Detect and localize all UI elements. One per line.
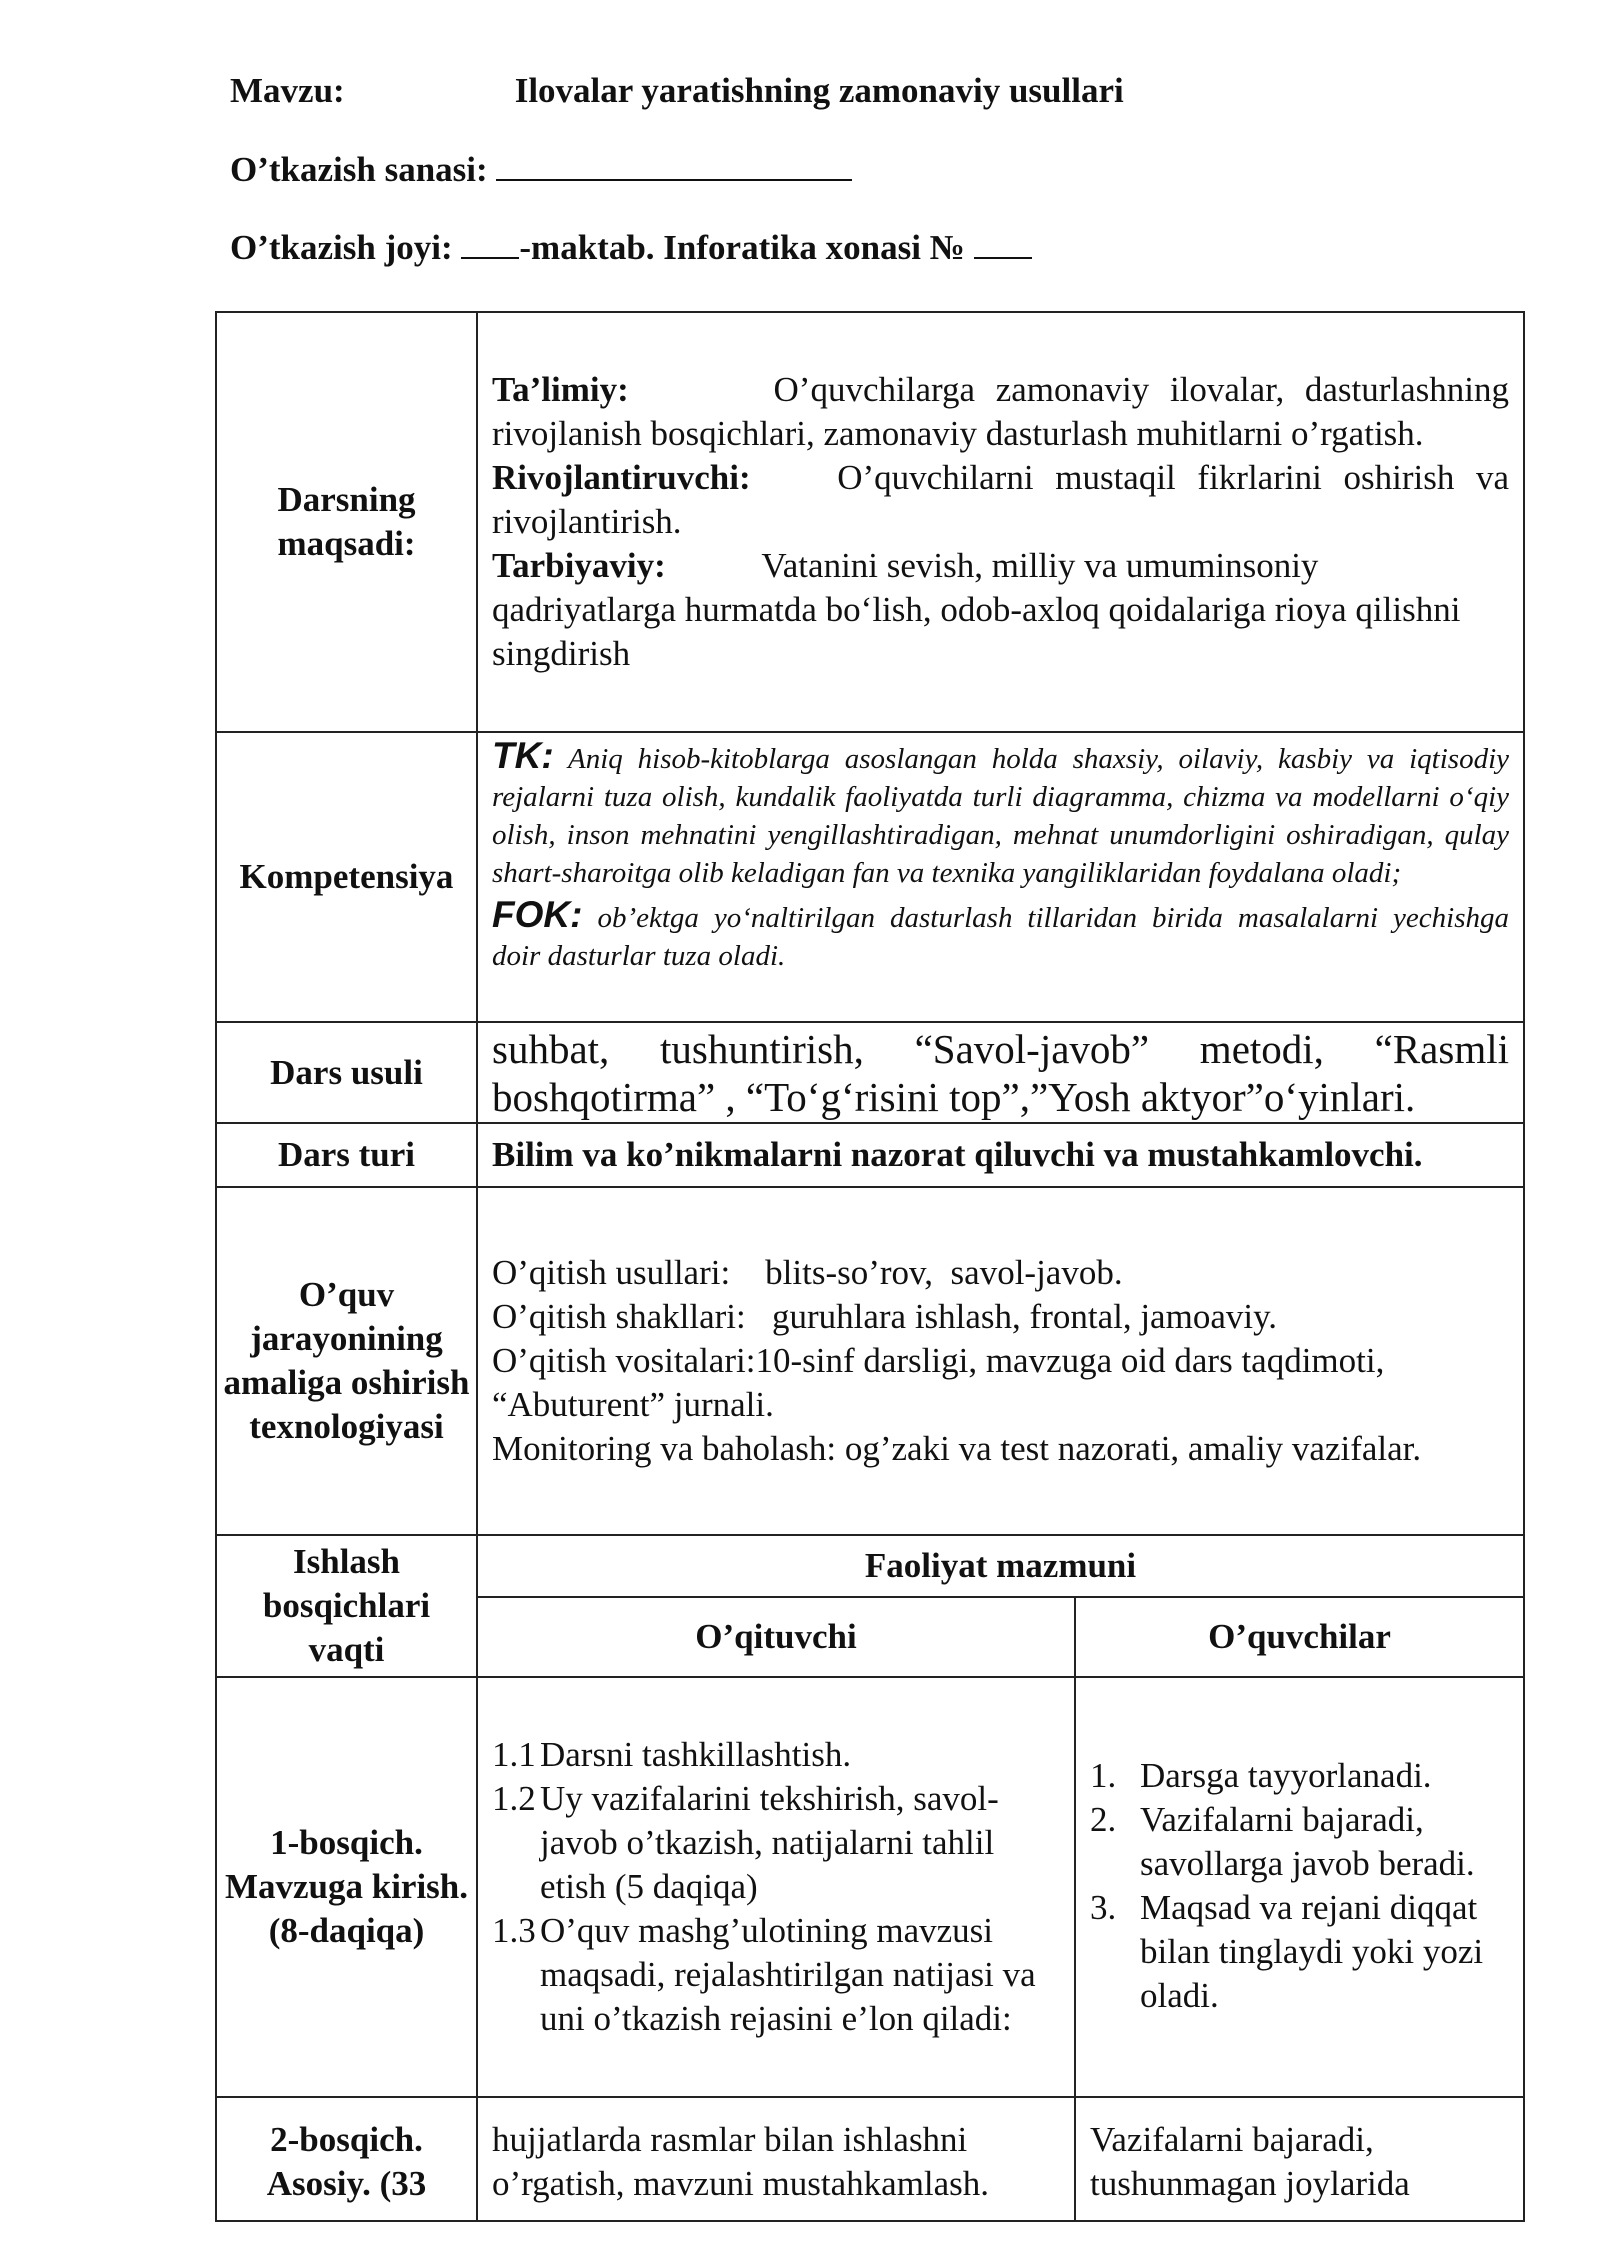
date-line	[230, 149, 852, 190]
list-item: 1.3 O’quv mashg’ulotining mavzusi maqsadi, rejalashtirilgan natijasi va uni o’tkazish rejasini e’lon qiladi:	[492, 1911, 1036, 2038]
topic-line	[230, 71, 1124, 111]
list-item: 1.2 Uy vazifalarini tekshirish, savol-javob o’tkazish, natijalarni tahlil etish (5 daqiqa)	[492, 1779, 999, 1906]
activity-header-row	[216, 1535, 1524, 1597]
goals-label: Darsning maqsadi:	[216, 312, 477, 732]
stage2-teacher: hujjatlarda rasmlar bilan ishlashni o’rgatish, mavzuni mustahkamlash.	[477, 2097, 1075, 2221]
upbringing-text: Vatanini sevish, milliy va umuminsoniy qadriyatlarga hurmatda bo‘lish, odob-axloq qoidalariga rioya qilishni singdirish	[492, 546, 1461, 673]
type-label: Dars turi	[216, 1123, 477, 1187]
educational-label: Ta’limiy:	[492, 370, 629, 409]
educational-text: O’quvchilarga zamonaviy ilovalar, dasturlashning rivojlanish bosqichlari, zamonaviy dasturlash muhitlarni o’rgatish.	[492, 370, 1510, 453]
stage1-teacher	[477, 1677, 1075, 2097]
method-row	[216, 1022, 1524, 1123]
developmental-text: O’quvchilarni mustaqil fikrlarini oshirish va rivojlantirish.	[492, 458, 1510, 541]
fok-tag: FOK:	[492, 894, 583, 935]
topic-value: Ilovalar yaratishning zamonaviy usullari	[514, 71, 1124, 110]
upbringing-label: Tarbiyaviy:	[492, 546, 666, 585]
place-line	[230, 227, 1032, 268]
stage1-label: 1-bosqich. Mavzuga kirish. (8-daqiqa)	[216, 1677, 477, 2097]
goals-cell	[477, 312, 1524, 732]
tk-tag: TK:	[492, 735, 554, 776]
place-label: O’tkazish joyi:	[230, 228, 453, 267]
date-label: O’tkazish sanasi:	[230, 150, 488, 189]
technology-label: O’quv jarayonining amaliga oshirish texnologiyasi	[216, 1187, 477, 1535]
teaching-tools: O’qitish vositalari:10-sinf darsligi, mavzuga oid dars taqdimoti, “Abuturent” jurnali.	[492, 1341, 1385, 1424]
competence-cell	[477, 732, 1524, 1022]
fok-text: ob’ektga yo‘naltirilgan dasturlash tillaridan birida masalalarni yechishga doir dasturlar tuza oladi.	[492, 902, 1510, 972]
teaching-methods: O’qitish usullari: blits-so’rov, savol-javob.	[492, 1253, 1123, 1292]
stage1-students-list	[1090, 1754, 1509, 2018]
stage2-label: 2-bosqich. Asosiy. (33	[216, 2097, 477, 2221]
list-item: 2. Vazifalarni bajaradi, savollarga javob beradi.	[1090, 1800, 1475, 1883]
students-header: O’quvchilar	[1075, 1597, 1524, 1677]
technology-cell	[477, 1187, 1524, 1535]
teaching-forms: O’qitish shakllari: guruhlara ishlash, frontal, jamoaviy.	[492, 1297, 1278, 1336]
place-text: -maktab. Inforatika xonasi №	[519, 228, 965, 267]
content-header: Faoliyat mazmuni	[477, 1535, 1524, 1597]
goals-row	[216, 312, 1524, 732]
monitoring: Monitoring va baholash: og’zaki va test nazorati, amaliy vazifalar.	[492, 1429, 1422, 1468]
date-blank	[496, 149, 852, 181]
room-number-blank	[974, 227, 1032, 259]
list-item: 1. Darsga tayyorlanadi.	[1090, 1756, 1432, 1795]
tk-text: Aniq hisob-kitoblarga asoslangan holda shaxsiy, oilaviy, kasbiy va iqtisodiy rejalarni tuza olish, kundalik faoliyatda turli diagramma, chizma va modellarni o‘qiy olish, inson mehnatini yengillashtiradigan, mehnat unumdorligini oshiradigan, qulay shart-sharoitga olib keladigan fan va texnika yangiliklaridan foydalana oladi;	[492, 743, 1510, 889]
lesson-plan-table	[215, 311, 1525, 2222]
stage-header: Ishlash bosqichlari vaqti	[216, 1535, 477, 1677]
method-text: suhbat, tushuntirish, “Savol-javob” metodi, “Rasmli boshqotirma” , “To‘g‘risini top”,”Yosh aktyor”o‘yinlari.	[477, 1022, 1524, 1123]
stage1-teacher-list	[492, 1733, 1060, 2041]
type-row	[216, 1123, 1524, 1187]
method-label: Dars usuli	[216, 1022, 477, 1123]
type-text: Bilim va ko’nikmalarni nazorat qiluvchi va mustahkamlovchi.	[477, 1123, 1524, 1187]
school-number-blank	[461, 227, 519, 259]
list-item: 1.1 Darsni tashkillashtish.	[492, 1735, 852, 1774]
competence-row	[216, 732, 1524, 1022]
teacher-header: O’qituvchi	[477, 1597, 1075, 1677]
technology-row	[216, 1187, 1524, 1535]
competence-label: Kompetensiya	[216, 732, 477, 1022]
topic-label: Mavzu:	[230, 71, 345, 110]
stage2-students: Vazifalarni bajaradi, tushunmagan joylarida	[1075, 2097, 1524, 2221]
stage1-row	[216, 1677, 1524, 2097]
list-item: 3. Maqsad va rejani diqqat bilan tinglaydi yoki yozi oladi.	[1090, 1888, 1484, 2015]
stage2-row	[216, 2097, 1524, 2221]
developmental-label: Rivojlantiruvchi:	[492, 458, 751, 497]
stage1-students	[1075, 1677, 1524, 2097]
